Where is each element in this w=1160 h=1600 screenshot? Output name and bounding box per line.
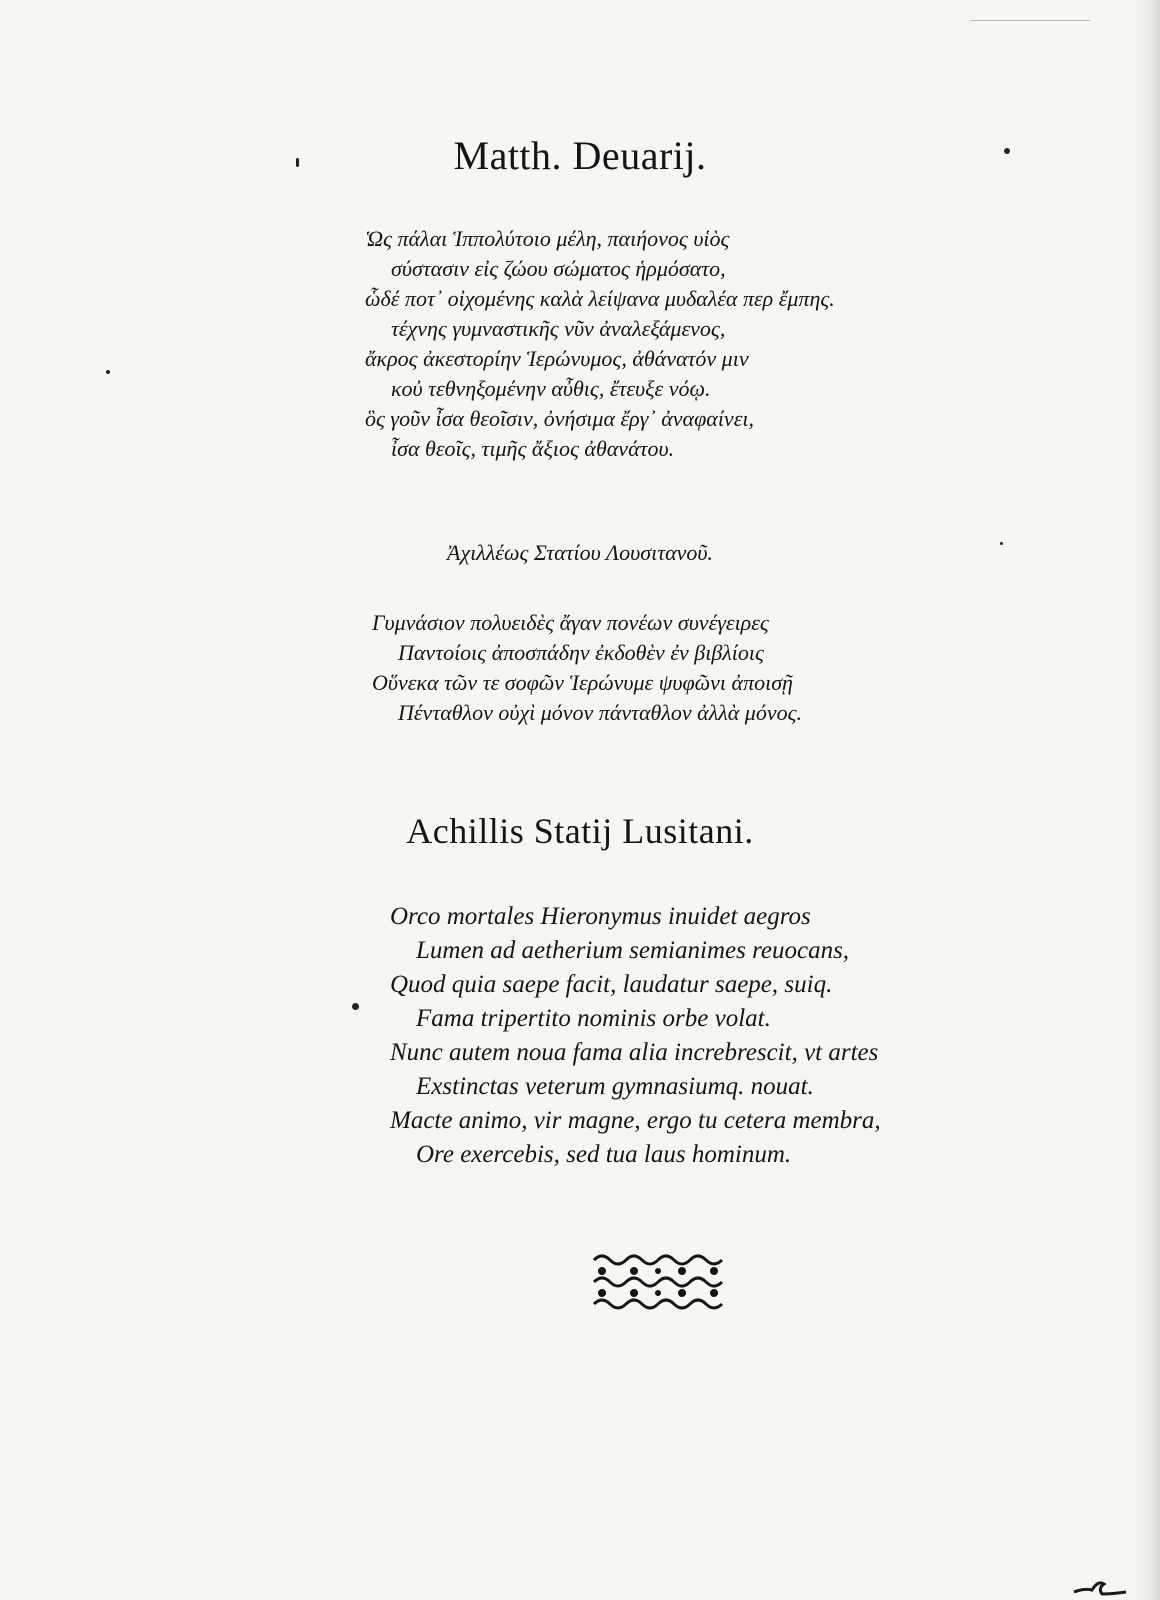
page-edge-shadow xyxy=(1132,0,1160,1600)
verse-line: Ὡς πάλαι Ἱππολύτοιο μέλη, παιήονος υἱὸς xyxy=(365,226,730,251)
verse-line: Orco mortales Hieronymus inuidet aegros xyxy=(390,903,811,930)
printers-ornament-icon xyxy=(588,1250,728,1314)
verse-line: ὧδέ ποτ᾽ οἰχομένης καλὰ λείψανα μυδαλέα περ ἔμπης. xyxy=(365,286,835,311)
heading-deuarius: Matth. Deuarij. xyxy=(453,133,707,178)
verse-line: σύστασιν εἰς ζώου σώματος ἡρμόσατο, xyxy=(391,256,726,281)
ink-speck xyxy=(296,158,299,167)
page-edge-line xyxy=(970,20,1090,21)
verse-line: Fama tripertito nominis orbe volat. xyxy=(416,1005,771,1032)
verse-line: Γυμνάσιον πολυειδὲς ἄγαν πονέων συνέγειρες xyxy=(372,610,769,635)
verse-line: τέχνης γυμναστικῆς νῦν ἀναλεξάμενος, xyxy=(391,316,726,341)
verse-line: ἶσα θεοῖς, τιμῆς ἄξιος ἀθανάτου. xyxy=(391,436,675,461)
ink-speck xyxy=(106,370,110,374)
greek-epigram-statius xyxy=(372,608,802,728)
ink-speck xyxy=(1004,148,1010,154)
verse-line: ἄκρος ἀκεστορίην Ἱερώνυμος, ἀθάνατόν μιν xyxy=(365,346,749,371)
verse-line: Παντοίοις ἀποσπάδην ἐκδοθὲν ἐν βιβλίοις xyxy=(398,640,764,665)
latin-epigram-statius xyxy=(390,900,881,1172)
ink-speck xyxy=(352,1003,359,1010)
verse-line: Οὕνεκα τῶν τε σοφῶν Ἱερώνυμε ψυφῶνι ἀποισῇ xyxy=(372,670,793,695)
verse-line: Ore exercebis, sed tua laus hominum. xyxy=(416,1141,792,1168)
corner-flourish-icon xyxy=(1070,1570,1130,1600)
verse-line: Nunc autem noua fama alia increbrescit, vt artes xyxy=(390,1039,879,1066)
verse-line: ὃς γοῦν ἶσα θεοῖσιν, ὀνήσιμα ἔργ᾽ ἀναφαίνει, xyxy=(365,406,754,431)
ink-speck xyxy=(1000,542,1003,545)
verse-line: Macte animo, vir magne, ergo tu cetera membra, xyxy=(390,1107,881,1134)
verse-line: κοὐ τεθνηξομένην αὖθις, ἔτευξε νόῳ. xyxy=(391,376,711,401)
verse-line: Exstinctas veterum gymnasiumq. nouat. xyxy=(416,1073,814,1100)
verse-line: Lumen ad aetherium semianimes reuocans, xyxy=(416,937,850,964)
heading-statius-greek: Ἀχιλλέως Στατίου Λουσιτανοῦ. xyxy=(447,540,713,565)
greek-epigram-deuarius xyxy=(365,224,835,464)
verse-line: Quod quia saepe facit, laudatur saepe, suiq. xyxy=(390,971,833,998)
verse-line: Πένταθλον οὐχὶ μόνον πάνταθλον ἀλλὰ μόνος. xyxy=(398,700,803,725)
heading-statius-latin: Achillis Statij Lusitani. xyxy=(406,811,754,851)
